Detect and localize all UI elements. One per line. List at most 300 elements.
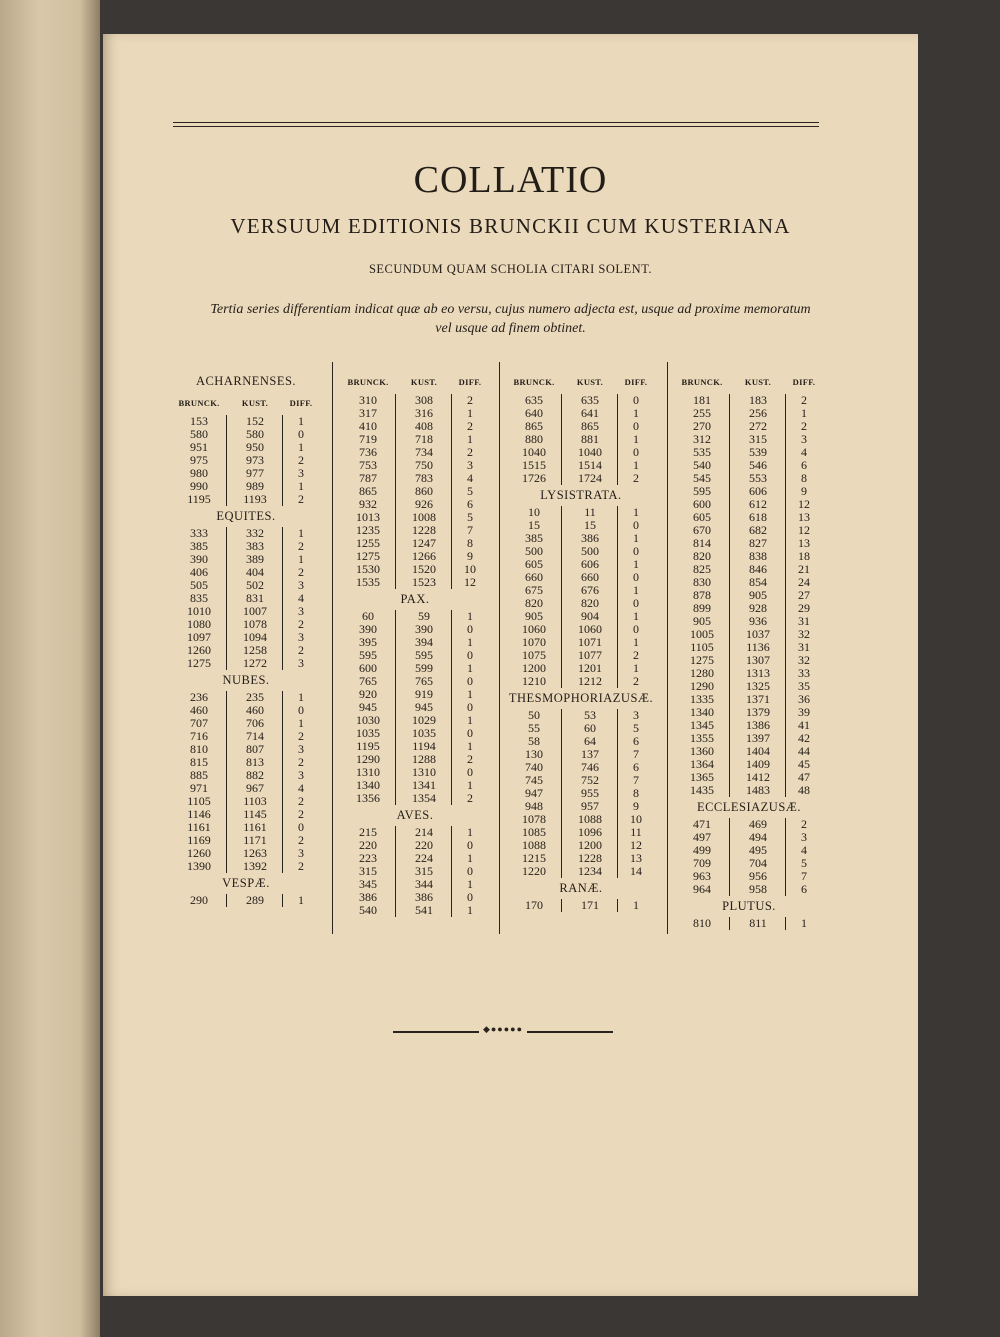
section-title: NUBES. xyxy=(222,673,270,687)
top-rule xyxy=(173,122,819,123)
section-rows xyxy=(342,826,488,917)
diff-value: 42 xyxy=(798,731,810,745)
section-title: PLUTUS. xyxy=(722,899,776,913)
page-title: COLLATIO xyxy=(413,159,608,201)
brunck-value: 920 xyxy=(359,687,377,701)
kust-value: 1392 xyxy=(243,859,267,873)
kust-value: 750 xyxy=(415,458,433,472)
kust-value: 408 xyxy=(415,419,433,433)
diff-value: 33 xyxy=(798,666,810,680)
brunck-value: 905 xyxy=(525,609,543,623)
brunck-value: 810 xyxy=(190,742,208,756)
section-title: AVES. xyxy=(396,808,434,822)
brunck-value: 971 xyxy=(190,781,208,795)
brunck-value: 1255 xyxy=(356,536,380,550)
column-header-label: KUST. xyxy=(410,377,438,387)
diff-value: 13 xyxy=(798,536,810,550)
brunck-value: 1195 xyxy=(187,492,211,506)
diff-value: 0 xyxy=(633,518,639,532)
diff-value: 11 xyxy=(630,825,642,839)
section-rows xyxy=(342,610,488,805)
brunck-value: 1340 xyxy=(690,705,714,719)
diff-value: 3 xyxy=(298,656,304,670)
brunck-value: 215 xyxy=(359,825,377,839)
column-header xyxy=(342,371,488,394)
kust-value: 955 xyxy=(581,786,599,800)
diff-value: 1 xyxy=(467,635,473,649)
column-divider xyxy=(499,362,500,934)
diff-value: 1 xyxy=(298,552,304,566)
diff-value: 0 xyxy=(467,838,473,852)
kust-value: 928 xyxy=(749,601,767,615)
kust-value: 950 xyxy=(246,440,264,454)
kust-value: 1520 xyxy=(412,562,436,576)
brunck-value: 865 xyxy=(359,484,377,498)
brunck-value: 1220 xyxy=(522,864,546,878)
brunck-value: 1360 xyxy=(690,744,714,758)
kust-value: 813 xyxy=(246,755,264,769)
diff-value: 0 xyxy=(467,674,473,688)
cell-divider xyxy=(282,691,283,873)
table-row xyxy=(173,493,319,506)
brunck-value: 1364 xyxy=(690,757,714,771)
kust-value: 967 xyxy=(246,781,264,795)
section-rows xyxy=(676,394,822,797)
brunck-value: 820 xyxy=(693,549,711,563)
brunck-value: 1146 xyxy=(187,807,211,821)
cell-divider xyxy=(226,527,227,670)
brunck-value: 220 xyxy=(359,838,377,852)
cell-divider xyxy=(617,899,618,912)
section-title: THESMOPHORIAZUSÆ. xyxy=(508,691,654,705)
brunck-value: 499 xyxy=(693,843,711,857)
diff-value: 1 xyxy=(298,414,304,428)
kust-value: 838 xyxy=(749,549,767,563)
ornament-divider: ◆●●●●● xyxy=(393,1028,613,1036)
kust-value: 1201 xyxy=(578,661,602,675)
brunck-value: 719 xyxy=(359,432,377,446)
cell-divider xyxy=(226,691,227,873)
diff-value: 3 xyxy=(298,742,304,756)
diff-value: 2 xyxy=(467,752,473,766)
brunck-value: 670 xyxy=(693,523,711,537)
brunck-value: 545 xyxy=(693,471,711,485)
diff-value: 4 xyxy=(467,471,473,485)
brunck-value: 963 xyxy=(693,869,711,883)
brunck-value: 1275 xyxy=(356,549,380,563)
kust-value: 1040 xyxy=(578,445,602,459)
brunck-value: 1355 xyxy=(690,731,714,745)
brunck-value: 880 xyxy=(525,432,543,446)
kust-value: 137 xyxy=(581,747,599,761)
kust-value: 1325 xyxy=(746,679,770,693)
kust-value: 1307 xyxy=(746,653,770,667)
diff-value: 5 xyxy=(467,510,473,524)
brunck-value: 1275 xyxy=(187,656,211,670)
diff-value: 1 xyxy=(467,661,473,675)
kust-value: 746 xyxy=(581,760,599,774)
diff-value: 0 xyxy=(467,765,473,779)
kust-value: 1078 xyxy=(243,617,267,631)
brunck-value: 605 xyxy=(525,557,543,571)
cell-divider xyxy=(451,394,452,589)
diff-value: 4 xyxy=(801,445,807,459)
column-header-label: DIFF. xyxy=(624,377,648,387)
kust-value: 469 xyxy=(749,817,767,831)
diff-value: 27 xyxy=(798,588,810,602)
brunck-value: 1200 xyxy=(522,661,546,675)
brunck-value: 55 xyxy=(528,721,540,735)
table-row xyxy=(676,883,822,896)
brunck-value: 1078 xyxy=(522,812,546,826)
brunck-value: 170 xyxy=(525,898,543,912)
diff-value: 0 xyxy=(633,419,639,433)
brunck-value: 1005 xyxy=(690,627,714,641)
diff-value: 0 xyxy=(467,864,473,878)
document-page xyxy=(103,34,918,1296)
brunck-value: 395 xyxy=(359,635,377,649)
diff-value: 0 xyxy=(467,648,473,662)
kust-value: 926 xyxy=(415,497,433,511)
diff-value: 6 xyxy=(801,458,807,472)
kust-value: 595 xyxy=(415,648,433,662)
diff-value: 2 xyxy=(801,419,807,433)
table-row xyxy=(508,675,654,688)
diff-value: 35 xyxy=(798,679,810,693)
section-title: PAX. xyxy=(400,592,430,606)
kust-value: 1310 xyxy=(412,765,436,779)
kust-value: 1371 xyxy=(746,692,770,706)
brunck-value: 1310 xyxy=(356,765,380,779)
kust-value: 495 xyxy=(749,843,767,857)
diff-value: 1 xyxy=(467,903,473,917)
kust-value: 1077 xyxy=(578,648,602,662)
kust-value: 1409 xyxy=(746,757,770,771)
diff-value: 2 xyxy=(633,674,639,688)
kust-value: 831 xyxy=(246,591,264,605)
brunck-value: 820 xyxy=(525,596,543,610)
diff-value: 10 xyxy=(464,562,476,576)
kust-value: 606 xyxy=(581,557,599,571)
section-title: ACHARNENSES. xyxy=(195,374,297,388)
kust-value: 977 xyxy=(246,466,264,480)
section-rows xyxy=(173,527,319,670)
kust-value: 783 xyxy=(415,471,433,485)
column-header-label: BRUNCK. xyxy=(681,377,723,387)
cell-divider xyxy=(451,826,452,917)
diff-value: 2 xyxy=(298,492,304,506)
kust-value: 1404 xyxy=(746,744,770,758)
cell-divider xyxy=(729,917,730,930)
kust-value: 332 xyxy=(246,526,264,540)
diff-value: 3 xyxy=(298,630,304,644)
diff-value: 9 xyxy=(467,549,473,563)
kust-value: 1386 xyxy=(746,718,770,732)
diff-value: 21 xyxy=(798,562,810,576)
diff-value: 6 xyxy=(801,882,807,896)
table-column-1 xyxy=(173,371,319,907)
cell-divider xyxy=(226,894,227,907)
diff-value: 1 xyxy=(633,583,639,597)
kust-value: 1096 xyxy=(578,825,602,839)
diff-value: 1 xyxy=(298,526,304,540)
kust-value: 539 xyxy=(749,445,767,459)
diff-value: 0 xyxy=(633,570,639,584)
diff-value: 24 xyxy=(798,575,810,589)
kust-value: 1341 xyxy=(412,778,436,792)
kust-value: 1200 xyxy=(578,838,602,852)
kust-value: 220 xyxy=(415,838,433,852)
brunck-value: 1335 xyxy=(690,692,714,706)
diff-value: 13 xyxy=(630,851,642,865)
diff-value: 3 xyxy=(298,578,304,592)
brunck-value: 640 xyxy=(525,406,543,420)
table-row xyxy=(508,472,654,485)
kust-value: 846 xyxy=(749,562,767,576)
column-header-label: KUST. xyxy=(576,377,604,387)
kust-value: 765 xyxy=(415,674,433,688)
diff-value: 1 xyxy=(467,609,473,623)
brunck-value: 535 xyxy=(693,445,711,459)
column-header xyxy=(173,392,319,415)
brunck-value: 815 xyxy=(190,755,208,769)
kust-value: 1247 xyxy=(412,536,436,550)
kust-value: 11 xyxy=(584,505,596,519)
column-header-label: BRUNCK. xyxy=(347,377,389,387)
diff-value: 7 xyxy=(801,869,807,883)
diff-value: 1 xyxy=(467,877,473,891)
brunck-value: 1390 xyxy=(187,859,211,873)
kust-value: 1258 xyxy=(243,643,267,657)
section-rows xyxy=(508,899,654,912)
kust-value: 734 xyxy=(415,445,433,459)
kust-value: 1035 xyxy=(412,726,436,740)
brunck-value: 1210 xyxy=(522,674,546,688)
kust-value: 502 xyxy=(246,578,264,592)
diff-value: 1 xyxy=(298,690,304,704)
diff-value: 0 xyxy=(298,427,304,441)
brunck-value: 1169 xyxy=(187,833,211,847)
cell-divider xyxy=(785,818,786,896)
column-divider xyxy=(332,362,333,934)
brunck-value: 948 xyxy=(525,799,543,813)
kust-value: 171 xyxy=(581,898,599,912)
kust-value: 1088 xyxy=(578,812,602,826)
kust-value: 599 xyxy=(415,661,433,675)
brunck-value: 10 xyxy=(528,505,540,519)
diff-value: 1 xyxy=(633,505,639,519)
diff-value: 1 xyxy=(298,716,304,730)
diff-value: 12 xyxy=(630,838,642,852)
kust-value: 1313 xyxy=(746,666,770,680)
diff-value: 1 xyxy=(633,531,639,545)
section-rows xyxy=(676,917,822,930)
diff-value: 29 xyxy=(798,601,810,615)
diff-value: 32 xyxy=(798,653,810,667)
kust-value: 1094 xyxy=(243,630,267,644)
brunck-value: 736 xyxy=(359,445,377,459)
brunck-value: 1105 xyxy=(690,640,714,654)
diff-value: 2 xyxy=(298,617,304,631)
diff-value: 8 xyxy=(467,536,473,550)
section-title: LYSISTRATA. xyxy=(540,488,622,502)
brunck-value: 317 xyxy=(359,406,377,420)
kust-value: 881 xyxy=(581,432,599,446)
kust-value: 1412 xyxy=(746,770,770,784)
brunck-value: 1260 xyxy=(187,846,211,860)
diff-value: 0 xyxy=(633,596,639,610)
diff-value: 5 xyxy=(801,856,807,870)
table-row xyxy=(342,576,488,589)
diff-value: 4 xyxy=(298,591,304,605)
column-header-label: DIFF. xyxy=(289,398,313,408)
diff-value: 2 xyxy=(467,419,473,433)
kust-value: 1228 xyxy=(578,851,602,865)
cell-divider xyxy=(785,394,786,797)
brunck-value: 385 xyxy=(525,531,543,545)
diff-value: 6 xyxy=(633,760,639,774)
diff-value: 3 xyxy=(298,604,304,618)
section-title: ECCLESIAZUSÆ. xyxy=(696,800,802,814)
brunck-value: 716 xyxy=(190,729,208,743)
diff-value: 0 xyxy=(633,622,639,636)
kust-value: 1008 xyxy=(412,510,436,524)
column-divider xyxy=(667,362,668,934)
cell-divider xyxy=(395,610,396,805)
column-header xyxy=(676,371,822,394)
diff-value: 5 xyxy=(633,721,639,735)
kust-value: 64 xyxy=(584,734,596,748)
diff-value: 1 xyxy=(633,406,639,420)
table-row xyxy=(508,899,654,912)
brunck-value: 290 xyxy=(190,893,208,907)
brunck-value: 1085 xyxy=(522,825,546,839)
diff-value: 8 xyxy=(633,786,639,800)
table-column-4 xyxy=(676,371,822,930)
diff-value: 2 xyxy=(298,755,304,769)
diff-value: 3 xyxy=(298,466,304,480)
brunck-value: 814 xyxy=(693,536,711,550)
diff-value: 0 xyxy=(633,445,639,459)
cell-divider xyxy=(282,894,283,907)
brunck-value: 1345 xyxy=(690,718,714,732)
brunck-value: 740 xyxy=(525,760,543,774)
kust-value: 1724 xyxy=(578,471,602,485)
brunck-value: 1060 xyxy=(522,622,546,636)
brunck-value: 410 xyxy=(359,419,377,433)
brunck-value: 951 xyxy=(190,440,208,454)
diff-value: 3 xyxy=(298,768,304,782)
brunck-value: 1235 xyxy=(356,523,380,537)
kust-value: 394 xyxy=(415,635,433,649)
cell-divider xyxy=(395,394,396,589)
diff-value: 4 xyxy=(801,843,807,857)
column-header-label: DIFF. xyxy=(792,377,816,387)
diff-value: 2 xyxy=(298,539,304,553)
cell-divider xyxy=(282,415,283,506)
section-rows xyxy=(508,506,654,688)
kust-value: 1212 xyxy=(578,674,602,688)
brunck-value: 540 xyxy=(359,903,377,917)
kust-value: 1234 xyxy=(578,864,602,878)
brunck-value: 15 xyxy=(528,518,540,532)
brunck-value: 60 xyxy=(362,609,374,623)
kust-value: 860 xyxy=(415,484,433,498)
brunck-value: 390 xyxy=(359,622,377,636)
diff-value: 2 xyxy=(467,445,473,459)
note-line-1: Tertia series differentiam indicat quæ ab eo versu, cujus numero adjecta est, usque ad proxime memoratum xyxy=(210,302,811,317)
diff-value: 0 xyxy=(467,700,473,714)
brunck-value: 707 xyxy=(190,716,208,730)
table-row xyxy=(173,860,319,873)
diff-value: 0 xyxy=(633,544,639,558)
diff-value: 2 xyxy=(801,393,807,407)
diff-value: 1 xyxy=(801,406,807,420)
brunck-value: 386 xyxy=(359,890,377,904)
brunck-value: 964 xyxy=(693,882,711,896)
diff-value: 2 xyxy=(467,393,473,407)
diff-value: 1 xyxy=(467,432,473,446)
kust-value: 704 xyxy=(749,856,767,870)
brunck-value: 595 xyxy=(359,648,377,662)
cell-divider xyxy=(561,394,562,485)
brunck-value: 471 xyxy=(693,817,711,831)
brunck-value: 660 xyxy=(525,570,543,584)
kust-value: 1523 xyxy=(412,575,436,589)
brunck-value: 990 xyxy=(190,479,208,493)
brunck-value: 345 xyxy=(359,877,377,891)
cell-divider xyxy=(617,394,618,485)
brunck-value: 980 xyxy=(190,466,208,480)
kust-value: 714 xyxy=(246,729,264,743)
kust-value: 272 xyxy=(749,419,767,433)
brunck-value: 810 xyxy=(693,916,711,930)
table-row xyxy=(676,784,822,797)
diff-value: 18 xyxy=(798,549,810,563)
diff-value: 1 xyxy=(298,893,304,907)
kust-value: 494 xyxy=(749,830,767,844)
kust-value: 945 xyxy=(415,700,433,714)
diff-value: 10 xyxy=(630,812,642,826)
brunck-value: 333 xyxy=(190,526,208,540)
diff-value: 0 xyxy=(298,703,304,717)
kust-value: 386 xyxy=(581,531,599,545)
kust-value: 936 xyxy=(749,614,767,628)
kust-value: 1354 xyxy=(412,791,436,805)
page-subsubtitle: SECUNDUM QUAM SCHOLIA CITARI SOLENT. xyxy=(368,262,653,276)
brunck-value: 181 xyxy=(693,393,711,407)
brunck-value: 500 xyxy=(525,544,543,558)
cell-divider xyxy=(561,506,562,688)
kust-value: 152 xyxy=(246,414,264,428)
diff-value: 1 xyxy=(467,825,473,839)
diff-value: 2 xyxy=(467,791,473,805)
kust-value: 1194 xyxy=(412,739,436,753)
kust-value: 60 xyxy=(584,721,596,735)
brunck-value: 975 xyxy=(190,453,208,467)
kust-value: 827 xyxy=(749,536,767,550)
brunck-value: 1365 xyxy=(690,770,714,784)
diff-value: 14 xyxy=(630,864,642,878)
kust-value: 1266 xyxy=(412,549,436,563)
brunck-value: 1097 xyxy=(187,630,211,644)
column-header-label: DIFF. xyxy=(458,377,482,387)
column-header-label: BRUNCK. xyxy=(513,377,555,387)
kust-value: 1397 xyxy=(746,731,770,745)
diff-value: 1 xyxy=(467,851,473,865)
cell-divider xyxy=(451,610,452,805)
diff-value: 8 xyxy=(801,471,807,485)
